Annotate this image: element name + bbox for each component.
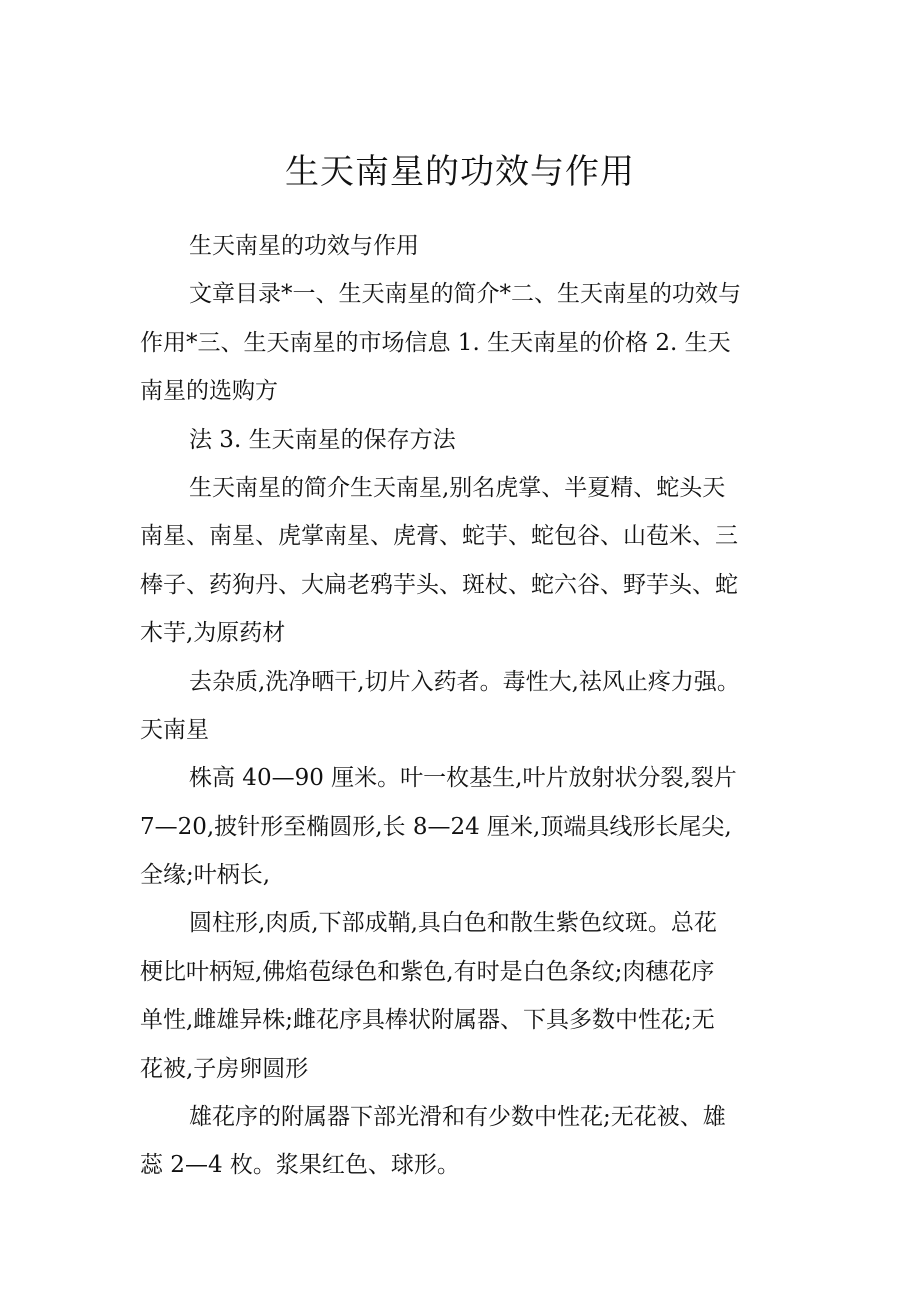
text-line: 生天南星的简介生天南星,别名虎掌、半夏精、蛇头天 [189,474,726,501]
text-line: 7—20,披针形至椭圆形,长 8—24 厘米,顶端具线形长尾尖, [140,813,732,840]
text-line: 圆柱形,肉质,下部成鞘,具白色和散生紫色纹斑。总花 [189,910,717,937]
text-line: 蕊 2—4 枚。浆果红色、球形。 [140,1152,460,1179]
text-line: 全缘;叶柄长, [140,862,271,889]
text-line: 去杂质,洗净晒干,切片入药者。毒性大,祛风止疼力强。 [189,668,740,695]
text-line: 生天南星的功效与作用 [189,233,419,259]
paragraph [140,1093,790,1190]
text-line: 单性,雌雄异株;雌花序具棒状附属器、下具多数中性花;无 [140,1007,715,1034]
document-title: 生天南星的功效与作用 [285,152,635,192]
document-body [140,222,790,1190]
paragraph [140,464,790,658]
text-line: 株高 40—90 厘米。叶一枚基生,叶片放射状分裂,裂片 [189,765,737,792]
text-line: 南星的选购方 [140,378,278,405]
paragraph [140,270,790,415]
text-line: 花被,子房卵圆形 [140,1055,309,1082]
text-line: 棒子、药狗丹、大扁老鸦芋头、斑杖、蛇六谷、野芋头、蛇 [140,571,738,598]
paragraph [140,222,790,270]
text-line: 梗比叶柄短,佛焰苞绿色和紫色,有时是白色条纹;肉穗花序 [140,958,715,985]
paragraph [140,658,790,755]
text-line: 雄花序的附属器下部光滑和有少数中性花;无花被、雄 [189,1104,726,1131]
text-line: 天南星 [140,716,209,743]
text-line: 木芋,为原药材 [140,620,286,647]
paragraph [140,754,790,899]
text-line: 南星、南星、虎掌南星、虎膏、蛇芋、蛇包谷、山苞米、三 [140,523,738,550]
paragraph [140,416,790,464]
text-line: 文章目录*一、生天南星的简介*二、生天南星的功效与 [189,281,741,308]
paragraph [140,899,790,1093]
text-line: 作用*三、生天南星的市场信息 1. 生天南星的价格 2. 生天 [140,329,731,356]
text-line: 法 3. 生天南星的保存方法 [189,426,456,453]
